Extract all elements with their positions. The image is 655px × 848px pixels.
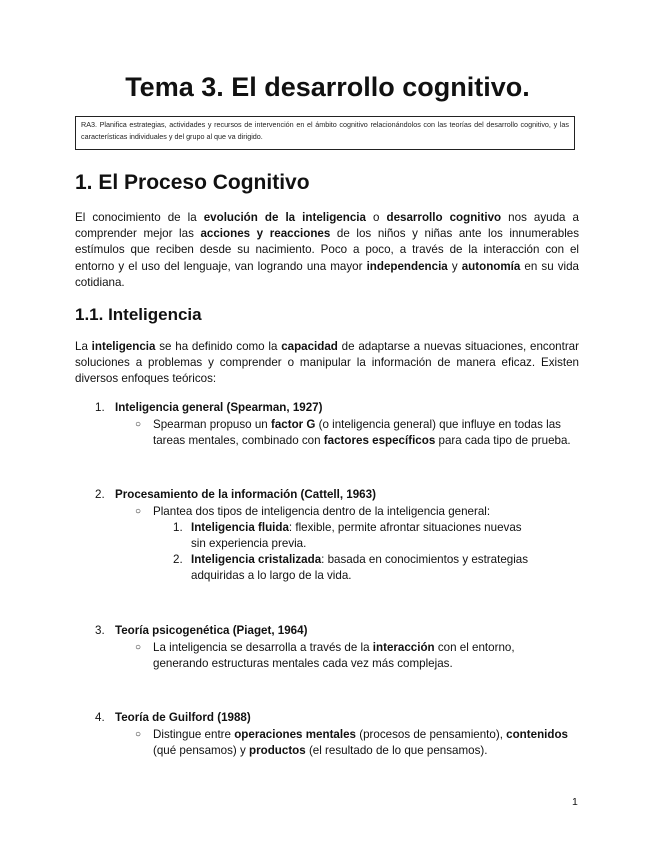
text-run: Distingue entre <box>153 728 235 741</box>
sub-bullet-text <box>153 417 577 449</box>
list-item-heading: Teoría de Guilford (1988) <box>115 711 251 724</box>
text-run: y <box>447 259 462 273</box>
text-run: : basada en conocimientos y estrategias adquiridas a lo largo de la vida. <box>191 553 529 583</box>
list-number: 2. <box>95 488 105 501</box>
list-number: 4. <box>95 711 105 724</box>
list-number: 3. <box>95 624 105 637</box>
text-run: El conocimiento de la <box>75 211 204 224</box>
text-run: para cada tipo de prueba. <box>435 434 571 448</box>
text-run: La <box>75 340 92 353</box>
hollow-bullet-icon: ○ <box>135 419 142 430</box>
hollow-bullet-icon: ○ <box>135 642 142 653</box>
hollow-bullet-icon: ○ <box>135 729 142 740</box>
bold-term: operaciones mentales <box>234 728 356 741</box>
bold-term: contenidos <box>506 728 568 741</box>
bold-term: evolución de la inteligencia <box>203 211 366 224</box>
bold-term: Inteligencia cristalizada <box>191 553 322 566</box>
bold-term: autonomía <box>461 259 521 273</box>
text-run: Spearman propuso un <box>153 418 271 431</box>
bold-term: desarrollo cognitivo <box>386 211 502 224</box>
learning-outcome-box: RA3. Planifica estrategias, actividades y recursos de intervención en el ámbito cognitivo relacionándolos con las teorías del desarrollo cognitivo, y las características individuales y del grupo al que va dirigido. <box>75 116 575 150</box>
bold-term: interacción <box>372 641 435 654</box>
nested-list-number: 2. <box>173 553 183 566</box>
list-item-heading: Inteligencia general (Spearman, 1927) <box>115 401 323 414</box>
text-run: se ha definido como la <box>155 340 282 353</box>
text-run: : flexible, permite afrontar situaciones nuevas sin experiencia previa. <box>191 521 522 551</box>
bold-term: productos <box>249 744 306 758</box>
text-run: o <box>365 211 387 224</box>
list-number: 1. <box>95 401 105 414</box>
text-run: (procesos de pensamiento), <box>356 728 507 741</box>
text-run: nos ayuda a comprender mejor las <box>75 211 579 241</box>
text-run: en su vida cotidiana. <box>75 259 579 289</box>
list-item-heading: Procesamiento de la información (Cattell, 1963) <box>115 488 376 501</box>
sub-bullet-text: Plantea dos tipos de inteligencia dentro de la inteligencia general: <box>153 505 491 518</box>
text-run: La inteligencia se desarrolla a través de la <box>153 641 373 654</box>
text-run: de los niños y niñas ante los innumerables estímulos que reciben desde su nacimiento. Poco a poco, a través de la interacción con el entorno y el uso del lenguaje, van logrando una mayor <box>75 227 580 273</box>
text-run: (o inteligencia general) que influye en todas las tareas mentales, combinado con <box>153 418 561 448</box>
bold-term: inteligencia <box>91 340 156 353</box>
text-run: de adaptarse a nuevas situaciones, encontrar soluciones a problemas y comprender o manipular la información de manera eficaz. Existen diversos enfoques teóricos: <box>75 340 579 386</box>
hollow-bullet-icon: ○ <box>135 506 142 517</box>
section-1-1-paragraph <box>75 339 579 388</box>
nested-list-text <box>191 520 531 552</box>
text-run: (el resultado de lo que pensamos). <box>305 744 488 758</box>
bold-term: factor G <box>270 418 316 431</box>
text-run: (qué pensamos) y <box>153 744 250 758</box>
sub-bullet-text <box>153 640 533 672</box>
page-number: 1 <box>572 796 578 808</box>
sub-bullet-text <box>153 727 577 759</box>
nested-list-number: 1. <box>173 521 183 534</box>
section-heading-1: 1. El Proceso Cognitivo <box>75 171 310 194</box>
bold-term: Inteligencia fluida <box>191 521 289 534</box>
bold-term: capacidad <box>281 340 338 353</box>
list-item-heading: Teoría psicogenética (Piaget, 1964) <box>115 624 308 637</box>
section-heading-1-1: 1.1. Inteligencia <box>75 305 202 324</box>
document-title: Tema 3. El desarrollo cognitivo. <box>125 72 530 102</box>
text-run: con el entorno, generando estructuras mentales cada vez más complejas. <box>153 641 515 671</box>
section-1-paragraph <box>75 210 579 291</box>
bold-term: independencia <box>366 259 448 273</box>
bold-term: acciones y reacciones <box>200 227 331 241</box>
nested-list-text <box>191 552 531 584</box>
bold-term: factores específicos <box>323 434 436 448</box>
